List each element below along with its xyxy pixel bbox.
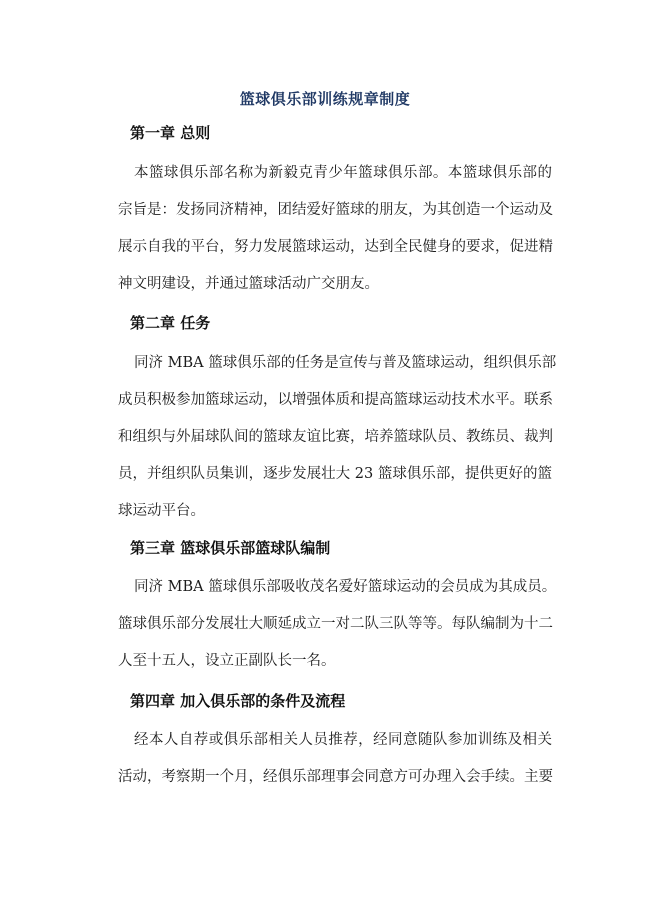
paragraph-line: 球运动平台。: [118, 503, 205, 519]
chapter-2-heading: 第二章 任务: [130, 314, 211, 332]
paragraph-line: 同济 MBA 篮球俱乐部的任务是宣传与普及篮球运动，组织俱乐部: [134, 355, 557, 371]
chapter-4-heading: 第四章 加入俱乐部的条件及流程: [130, 692, 346, 710]
paragraph-line: 人至十五人，设立正副队长一名。: [118, 653, 336, 669]
chapter-3-paragraph: [118, 569, 557, 680]
paragraph-line: 成员积极参加篮球运动，以增强体质和提高篮球运动技术水平。联系: [118, 392, 553, 408]
paragraph-line: 本篮球俱乐部名称为新毅克青少年篮球俱乐部。本篮球俱乐部的: [134, 165, 552, 181]
paragraph-line: 和组织与外届球队间的篮球友谊比赛，培养篮球队员、教练员、裁判: [118, 429, 553, 445]
paragraph-line: 经本人自荐或俱乐部相关人员推荐，经同意随队参加训练及相关: [134, 732, 552, 748]
chapter-3-heading: 第三章 篮球俱乐部篮球队编制: [130, 539, 331, 557]
paragraph-line: 篮球俱乐部分发展壮大顺延成立一对二队三队等等。每队编制为十二: [118, 616, 553, 632]
paragraph-line: 活动，考察期一个月，经俱乐部理事会同意方可办理入会手续。主要: [118, 769, 553, 785]
chapter-4-paragraph: [118, 722, 552, 796]
paragraph-line: 员，并组织队员集训，逐步发展壮大 23 篮球俱乐部，提供更好的篮: [118, 466, 552, 482]
document-title: 篮球俱乐部训练规章制度: [239, 90, 411, 108]
chapter-1-paragraph: [118, 155, 552, 303]
chapter-2-paragraph: [118, 345, 557, 530]
paragraph-line: 神文明建设，并通过篮球活动广交朋友。: [118, 276, 379, 292]
paragraph-line: 宗旨是：发扬同济精神，团结爱好篮球的朋友，为其创造一个运动及: [118, 202, 553, 218]
chapter-1-heading: 第一章 总则: [130, 124, 211, 142]
paragraph-line: 展示自我的平台，努力发展篮球运动，达到全民健身的要求，促进精: [118, 239, 553, 255]
paragraph-line: 同济 MBA 篮球俱乐部吸收茂名爱好篮球运动的会员成为其成员。: [134, 579, 557, 595]
